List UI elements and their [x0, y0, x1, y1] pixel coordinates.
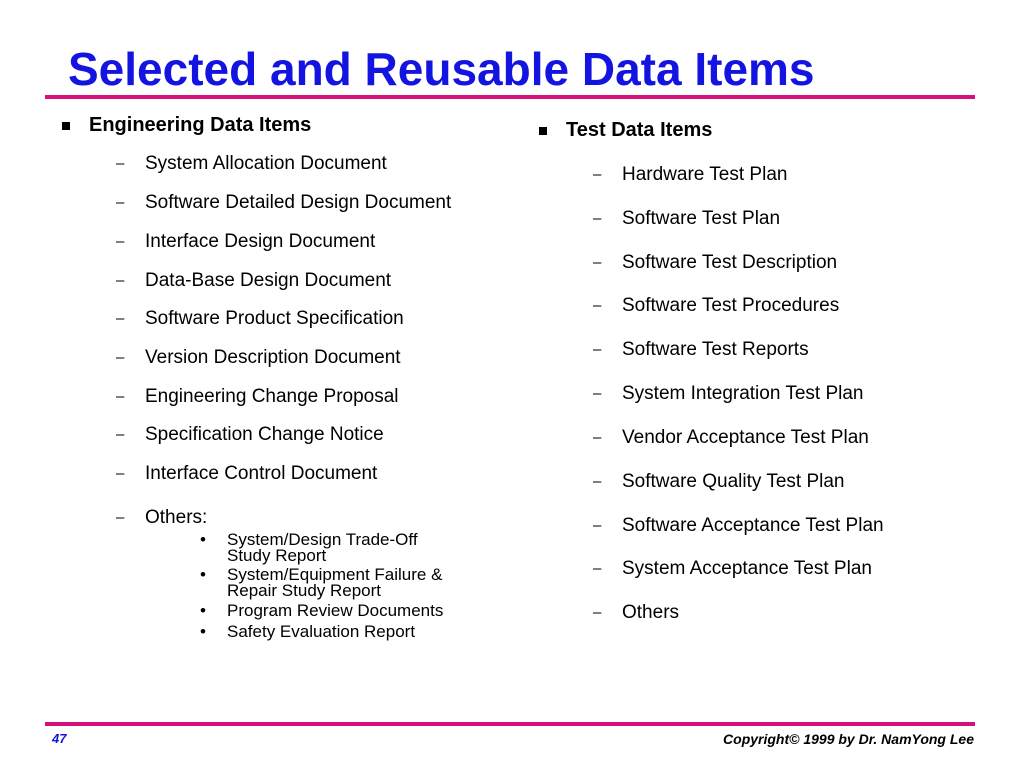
dash-icon: – [593, 604, 602, 621]
test-heading-label: Test Data Items [566, 119, 713, 141]
top-divider [45, 95, 975, 99]
dash-icon: – [116, 349, 125, 366]
dash-icon: – [593, 429, 602, 446]
copyright-notice: Copyright© 1999 by Dr. NamYong Lee [723, 731, 974, 747]
dash-icon: – [116, 509, 125, 526]
square-bullet-icon [62, 122, 70, 130]
dash-icon: – [116, 272, 125, 289]
dash-icon: – [116, 310, 125, 327]
bullet-icon: • [200, 601, 206, 620]
dash-icon: – [593, 210, 602, 227]
bullet-icon: • [200, 565, 206, 584]
square-bullet-icon [539, 127, 547, 135]
dash-icon: – [593, 517, 602, 534]
dash-icon: – [593, 166, 602, 183]
bullet-icon: • [200, 530, 206, 549]
dash-icon: – [116, 194, 125, 211]
dash-icon: – [593, 473, 602, 490]
dash-icon: – [593, 254, 602, 271]
bottom-divider [45, 722, 975, 726]
dash-icon: – [593, 297, 602, 314]
test-heading [539, 119, 712, 142]
slide-title: Selected and Reusable Data Items [68, 43, 815, 95]
dash-icon: – [116, 426, 125, 443]
dash-icon: – [116, 155, 125, 172]
dash-icon: – [116, 233, 125, 250]
bullet-icon: • [200, 622, 206, 641]
dash-icon: – [593, 341, 602, 358]
dash-icon: – [593, 385, 602, 402]
dash-icon: – [116, 465, 125, 482]
dash-icon: – [116, 388, 125, 405]
page-number: 47 [52, 731, 67, 746]
engineering-heading-label: Engineering Data Items [89, 114, 312, 136]
engineering-heading [62, 114, 311, 137]
dash-icon: – [593, 560, 602, 577]
